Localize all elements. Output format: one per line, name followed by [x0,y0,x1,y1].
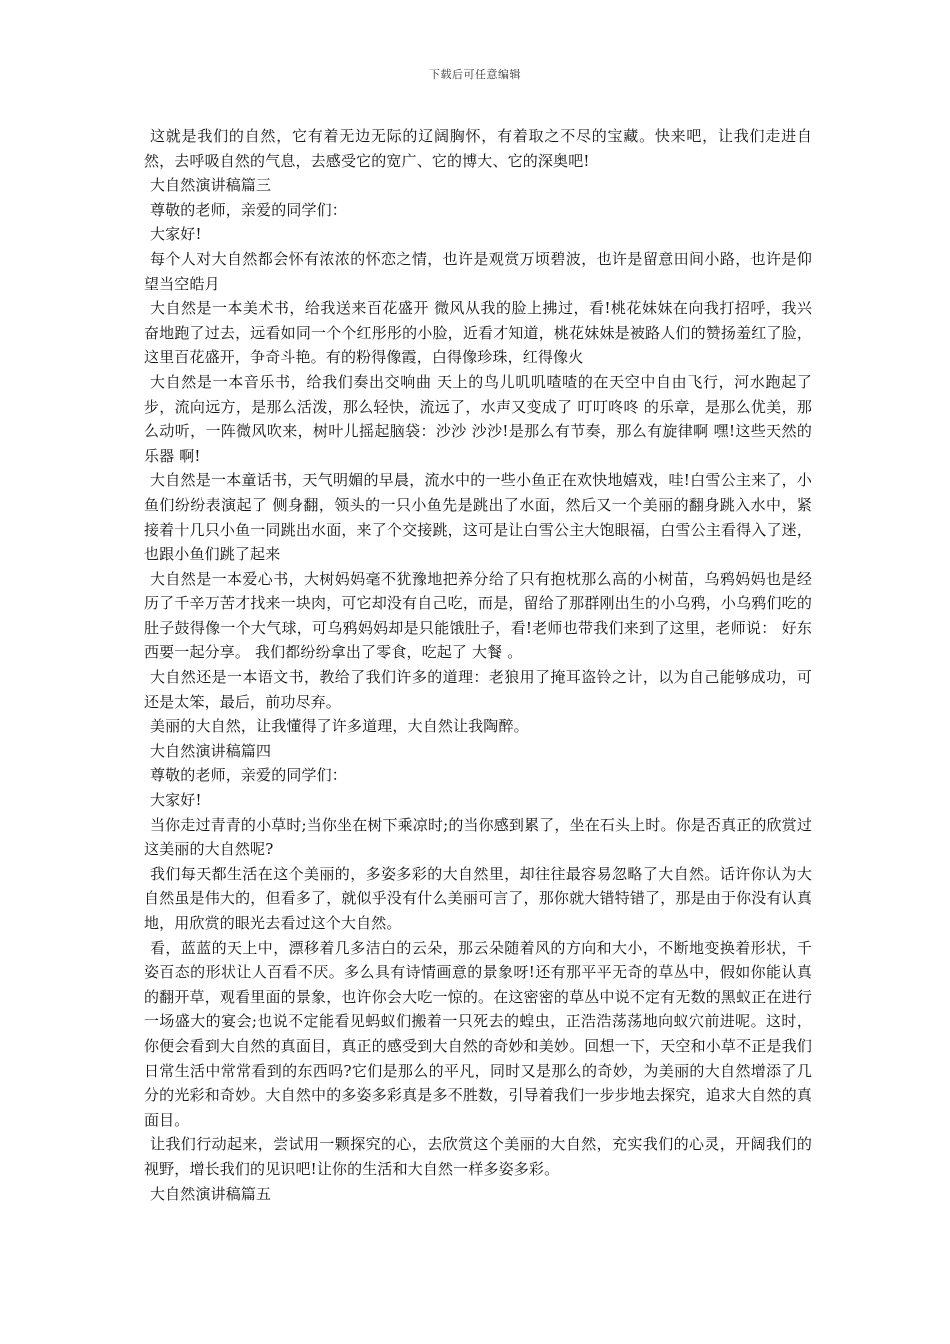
section-heading: 大自然演讲稿篇五 [150,1184,272,1203]
section-heading: 大自然演讲稿篇四 [150,741,272,760]
salutation: 尊敬的老师，亲爱的同学们： [150,766,347,785]
paragraph: 大自然是一本童话书，天气明媚的早晨，流水中的一些小鱼正在欢快地嬉戏，哇!白雪公主来了，小鱼们纷纷表演起了 侧身翻，领头的一只小鱼先是跳出了水面，然后又一个美丽的翻身跳入水中，紧接着十几只小鱼一同跳出水面，来了个交接跳，这可是让白雪公主大饱眼福，白雪公主看得入了迷，也跟小鱼们跳了起来 [144,471,812,564]
greeting: 大家好! [150,225,202,244]
greeting: 大家好! [150,791,202,810]
page-header: 下载后可任意编辑 [429,68,521,81]
paragraph: 这就是我们的自然，它有着无边无际的辽阔胸怀，有着取之不尽的宝藏。快来吧，让我们走进自然，去呼吸自然的气息，去感受它的宽广、它的博大、它的深奥吧! [144,127,812,170]
paragraph: 大自然是一本美术书，给我送来百花盛开 微风从我的脸上拂过，看!桃花妹妹在向我打招呼，我兴奋地跑了过去，远看如同一个个红彤彤的小脸，近看才知道，桃花妹妹是被路人们的赞扬羞红了脸，这里百花盛开，争奇斗艳。有的粉得像霞，白得像珍珠，红得像火 [144,299,812,367]
paragraph: 每个人对大自然都会怀有浓浓的怀恋之情，也许是观赏万顷碧波，也许是留意田间小路，也许是仰望当空皓月 [144,249,812,293]
salutation: 尊敬的老师，亲爱的同学们： [150,200,347,219]
section-heading: 大自然演讲稿篇三 [150,176,272,195]
document-body [144,124,812,1206]
paragraph: 我们每天都生活在这个美丽的，多姿多彩的大自然里，却往往最容易忽略了大自然。话许你认为大自然虽是伟大的，但看多了，就似乎没有什么美丽可言了，那你就大错特错了，那是由于你没有认真地，用欣赏的眼光去看过这个大自然。 [144,864,812,932]
paragraph: 当你走过青青的小草时;当你坐在树下乘凉时;的当你感到累了，坐在石头上时。你是否真正的欣赏过这美丽的大自然呢? [144,815,812,859]
paragraph: 美丽的大自然，让我懂得了许多道理，大自然让我陶醉。 [150,717,529,736]
paragraph: 大自然是一本音乐书，给我们奏出交响曲 天上的鸟儿叽叽喳喳的在天空中自由飞行，河水跑起了步，流向远方，是那么活泼，那么轻快，流远了，水声又变成了 叮叮咚咚 的乐章，是那么优美，那么动听，一阵微风吹来，树叶儿摇起脑袋：沙沙 沙沙!是那么有节奏，那么有旋律啊 嘿!这些天然的 乐器 啊! [144,372,812,465]
paragraph: 大自然是一本爱心书，大树妈妈毫不犹豫地把养分给了只有抱枕那么高的小树苗，乌鸦妈妈也是经历了千辛万苦才找来一块肉，可它却没有自己吃，而是，留给了那群刚出生的小乌鸦，小乌鸦们吃的肚子鼓得像一个大气球，可乌鸦妈妈却是只能饿肚子，看!老师也带我们来到了这里，老师说： 好东西要一起分享。 我们都纷纷拿出了零食，吃起了 大餐 。 [144,569,812,662]
paragraph: 大自然还是一本语文书，教给了我们许多的道理：老狼用了掩耳盗铃之计，以为自己能够成功，可还是太笨，最后，前功尽弃。 [144,668,812,711]
paragraph: 让我们行动起来，尝试用一颗探究的心，去欣赏这个美丽的大自然，充实我们的心灵，开阔我们的视野，增长我们的见识吧!让你的生活和大自然一样多姿多彩。 [144,1135,812,1178]
paragraph: 看，蓝蓝的天上中，漂移着几多洁白的云朵，那云朵随着风的方向和大小，不断地变换着形状，千姿百态的形状让人百看不厌。多么具有诗情画意的景象呀!还有那平平无奇的草丛中，假如你能认真的翻开草，观看里面的景象，也许你会大吃一惊的。在这密密的草丛中说不定有无数的黑蚁正在进行一场盛大的宴会;也说不定能看见蚂蚁们搬着一只死去的蝗虫，正浩浩荡荡地向蚁穴前进呢。这时，你便会看到大自然的真面目，真正的感受到大自然的奇妙和美妙。回想一下，天空和小草不正是我们日常生活中常常看到的东西吗?它们是那么的平凡，同时又是那么的奇妙，为美丽的大自然增添了几分的光彩和奇妙。大自然中的多姿多彩真是多不胜数，引导着我们一步步地去探究，追求大自然的真面目。 [144,938,812,1129]
